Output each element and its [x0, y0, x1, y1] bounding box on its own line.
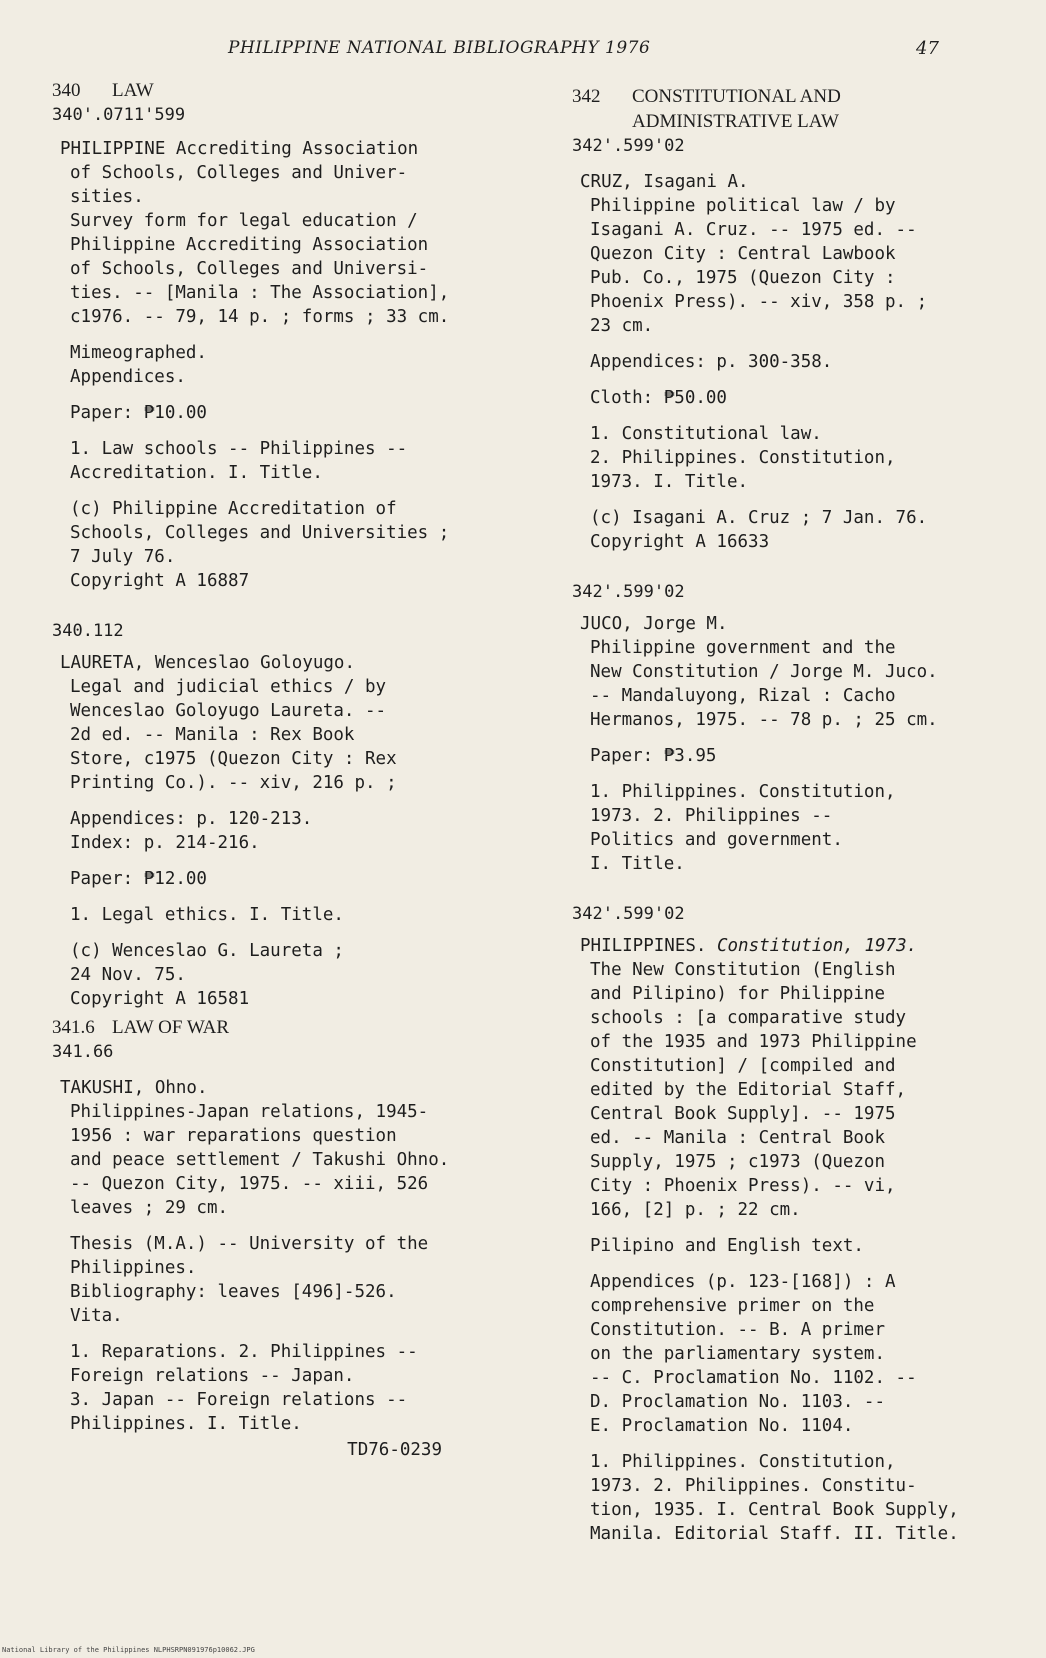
- entry-line: 23 cm.: [590, 316, 654, 336]
- entry-copyright: Copyright A 16633: [590, 532, 770, 552]
- entry-copyright: Schools, Colleges and Universities ;: [70, 523, 450, 543]
- entry-subject: Politics and government.: [590, 830, 843, 850]
- entry-appendix: on the parliamentary system.: [590, 1344, 886, 1364]
- entry-line: Store, c1975 (Quezon City : Rex: [70, 749, 397, 769]
- entry-line: c1976. -- 79, 14 p. ; forms ; 33 cm.: [70, 307, 450, 327]
- entry-subject: 1. Philippines. Constitution,: [590, 782, 896, 802]
- entry-line: leaves ; 29 cm.: [70, 1198, 229, 1218]
- entry-appendix: E. Proclamation No. 1104.: [590, 1416, 854, 1436]
- entry-line: Isagani A. Cruz. -- 1975 ed. --: [590, 220, 917, 240]
- bibliographic-entry: [580, 612, 1032, 876]
- entry-note: Thesis (M.A.) -- University of the: [70, 1234, 429, 1254]
- entry-copyright: (c) Wenceslao G. Laureta ;: [70, 941, 344, 961]
- entry-subject: 1973. 2. Philippines. Constitu-: [590, 1476, 917, 1496]
- entry-subject: 1. Legal ethics. I. Title.: [70, 905, 344, 925]
- entry-subject: 1. Constitutional law.: [590, 424, 822, 444]
- entry-subject: Philippines. I. Title.: [70, 1414, 302, 1434]
- entry-line: Central Book Supply]. -- 1975: [590, 1104, 896, 1124]
- bibliographic-entry: [60, 1076, 512, 1462]
- tracking-number: TD76-0239: [347, 1440, 442, 1460]
- entry-heading: [580, 934, 1032, 958]
- entry-line: 2d ed. -- Manila : Rex Book: [70, 725, 355, 745]
- entry-subject: Manila. Editorial Staff. II. Title.: [590, 1524, 959, 1544]
- bibliographic-entry: [60, 137, 512, 593]
- entry-subject: Foreign relations -- Japan.: [70, 1366, 355, 1386]
- entry-copyright: 7 July 76.: [70, 547, 176, 567]
- entry-line: -- Quezon City, 1975. -- xiii, 526: [70, 1174, 429, 1194]
- entry-note: Appendices: p. 120-213.: [70, 809, 313, 829]
- scan-footer: National Library of the Philippines NLPHSRPN091976p10062.JPG: [2, 1646, 255, 1654]
- bibliographic-entry: [580, 170, 1032, 554]
- entry-subject: I. Title.: [590, 854, 685, 874]
- class-number: 342'.599'02: [572, 136, 685, 156]
- entry-line: The New Constitution (English: [590, 960, 896, 980]
- uniform-title: Constitution, 1973.: [716, 936, 918, 956]
- entry-line: Philippine Accrediting Association: [70, 235, 429, 255]
- entry-line: City : Phoenix Press). -- vi,: [590, 1176, 896, 1196]
- entry-heading: CRUZ, Isagani A.: [580, 172, 749, 192]
- running-title: PHILIPPINE NATIONAL BIBLIOGRAPHY 1976: [228, 38, 651, 58]
- entry-line: of Schools, Colleges and Universi-: [70, 259, 429, 279]
- entry-subject: 1. Philippines. Constitution,: [590, 1452, 896, 1472]
- entry-subject: 1973. 2. Philippines --: [590, 806, 833, 826]
- section-name: LAW OF WAR: [112, 1017, 230, 1038]
- entry-line: Philippine government and the: [590, 638, 896, 658]
- entry-heading: LAURETA, Wenceslao Goloyugo.: [60, 653, 356, 673]
- section-name: ADMINISTRATIVE LAW: [632, 111, 839, 132]
- entry-note: Philippines.: [70, 1258, 197, 1278]
- entry-line: Legal and judicial ethics / by: [70, 677, 387, 697]
- left-column: [52, 78, 512, 1462]
- page-number: 47: [916, 38, 939, 59]
- section-name-block: [632, 84, 841, 134]
- section-name: CONSTITUTIONAL AND: [632, 86, 841, 107]
- entry-subject: Accreditation. I. Title.: [70, 463, 323, 483]
- entry-copyright: 24 Nov. 75.: [70, 965, 186, 985]
- entry-line: Phoenix Press). -- xiv, 358 p. ;: [590, 292, 928, 312]
- entry-line: of Schools, Colleges and Univer-: [70, 163, 408, 183]
- entry-copyright: (c) Philippine Accreditation of: [70, 499, 397, 519]
- entry-line: sities.: [70, 187, 144, 207]
- entry-appendix: D. Proclamation No. 1103. --: [590, 1392, 886, 1412]
- entry-line: Survey form for legal education /: [70, 211, 418, 231]
- entry-line: Printing Co.). -- xiv, 216 p. ;: [70, 773, 397, 793]
- entry-price: Paper: ₱10.00: [70, 403, 207, 423]
- entry-line: Wenceslao Goloyugo Laureta. --: [70, 701, 387, 721]
- entry-heading: PHILIPPINE Accrediting Association: [60, 139, 419, 159]
- bibliographic-entry: [580, 934, 1032, 1546]
- entry-line: Pub. Co., 1975 (Quezon City :: [590, 268, 896, 288]
- entry-copyright: Copyright A 16581: [70, 989, 250, 1009]
- entry-price: Paper: ₱12.00: [70, 869, 207, 889]
- entry-subject: tion, 1935. I. Central Book Supply,: [590, 1500, 959, 1520]
- entry-note: Appendices: p. 300-358.: [590, 352, 833, 372]
- entry-line: Constitution] / [compiled and: [590, 1056, 896, 1076]
- entry-line: and Pilipino) for Philippine: [590, 984, 886, 1004]
- section-heading-340: [52, 78, 512, 103]
- entry-line: ed. -- Manila : Central Book: [590, 1128, 886, 1148]
- entry-note: Appendices.: [70, 367, 186, 387]
- entry-appendix: Constitution. -- B. A primer: [590, 1320, 886, 1340]
- entry-subject: 3. Japan -- Foreign relations --: [70, 1390, 408, 1410]
- section-number: 342: [572, 86, 601, 107]
- entry-subject: 1. Reparations. 2. Philippines --: [70, 1342, 418, 1362]
- entry-line: -- Mandaluyong, Rizal : Cacho: [590, 686, 896, 706]
- entry-subject: 1. Law schools -- Philippines --: [70, 439, 408, 459]
- entry-line: Hermanos, 1975. -- 78 p. ; 25 cm.: [590, 710, 938, 730]
- entry-line: Philippines-Japan relations, 1945-: [70, 1102, 429, 1122]
- entry-line: edited by the Editorial Staff,: [590, 1080, 907, 1100]
- entry-line: 166, [2] p. ; 22 cm.: [590, 1200, 801, 1220]
- entry-line: New Constitution / Jorge M. Juco.: [590, 662, 938, 682]
- entry-copyright: Copyright A 16887: [70, 571, 250, 591]
- class-number: 340.112: [52, 621, 124, 641]
- entry-line: Supply, 1975 ; c1973 (Quezon: [590, 1152, 886, 1172]
- entry-price: Cloth: ₱50.00: [590, 388, 727, 408]
- entry-appendix: -- C. Proclamation No. 1102. --: [590, 1368, 917, 1388]
- entry-line: of the 1935 and 1973 Philippine: [590, 1032, 917, 1052]
- entry-note: Index: p. 214-216.: [70, 833, 260, 853]
- section-name: LAW: [112, 80, 154, 101]
- entry-note: Pilipino and English text.: [590, 1236, 864, 1256]
- bibliographic-entry: [60, 651, 512, 1011]
- entry-heading: TAKUSHI, Ohno.: [60, 1078, 208, 1098]
- class-number: 340'.0711'599: [52, 105, 186, 125]
- entry-heading-main: PHILIPPINES.: [580, 936, 707, 956]
- right-column: [572, 84, 1032, 1558]
- class-number: 342'.599'02: [572, 582, 685, 602]
- section-number: 340: [52, 80, 81, 101]
- class-number: 341.66: [52, 1042, 114, 1062]
- entry-note: Bibliography: leaves [496]-526.: [70, 1282, 397, 1302]
- section-number: 341.6: [52, 1017, 95, 1038]
- entry-line: ties. -- [Manila : The Association],: [70, 283, 450, 303]
- entry-copyright: (c) Isagani A. Cruz ; 7 Jan. 76.: [590, 508, 928, 528]
- entry-subject: 2. Philippines. Constitution,: [590, 448, 896, 468]
- entry-note: Mimeographed.: [70, 343, 207, 363]
- section-heading-341: [52, 1015, 512, 1040]
- entry-line: and peace settlement / Takushi Ohno.: [70, 1150, 450, 1170]
- entry-line: schools : [a comparative study: [590, 1008, 907, 1028]
- entry-line: 1956 : war reparations question: [70, 1126, 397, 1146]
- entry-line: Philippine political law / by: [590, 196, 896, 216]
- entry-line: Quezon City : Central Lawbook: [590, 244, 896, 264]
- entry-appendix: comprehensive primer on the: [590, 1296, 875, 1316]
- entry-heading: JUCO, Jorge M.: [580, 614, 728, 634]
- entry-appendix: Appendices (p. 123-[168]) : A: [590, 1272, 896, 1292]
- entry-subject: 1973. I. Title.: [590, 472, 749, 492]
- class-number: 342'.599'02: [572, 904, 685, 924]
- entry-price: Paper: ₱3.95: [590, 746, 717, 766]
- section-heading-342: [572, 84, 1032, 134]
- entry-note: Vita.: [70, 1306, 123, 1326]
